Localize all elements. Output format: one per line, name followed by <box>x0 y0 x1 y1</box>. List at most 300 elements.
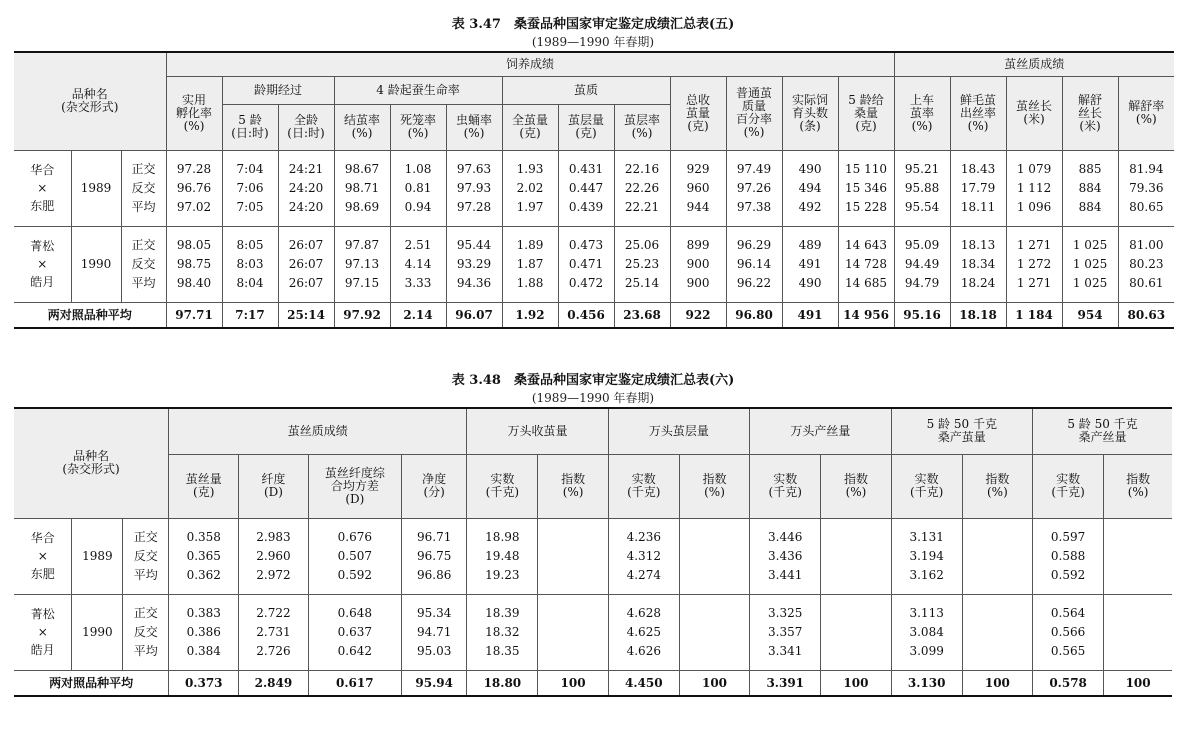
value: 7:06 <box>236 180 264 195</box>
value: 1 025 <box>1072 237 1108 252</box>
value: 2.731 <box>256 624 291 639</box>
value <box>680 566 749 585</box>
value: 98.75 <box>176 256 212 271</box>
value: 3.084 <box>909 624 944 639</box>
value <box>821 604 890 623</box>
value: 3.436 <box>768 548 803 563</box>
value: 95.88 <box>904 180 940 195</box>
value: 0.637 <box>337 624 372 639</box>
value: 18.11 <box>960 199 996 214</box>
value: 94.36 <box>456 275 492 290</box>
value <box>538 623 607 642</box>
value: 81.94 <box>1129 161 1164 176</box>
value: 490 <box>798 161 822 176</box>
value: 96.75 <box>417 548 452 563</box>
value-cell <box>1033 518 1104 594</box>
index-header: 指数 (%) <box>679 454 749 518</box>
value: 97.38 <box>736 199 772 214</box>
value: 885 <box>1078 161 1102 176</box>
instar5-header: 5 龄 (日:时) <box>222 104 278 150</box>
value: 96.76 <box>176 180 212 195</box>
normal-pct-header: 普通茧 质量 百分率 (%) <box>726 76 782 150</box>
actual-header: 实数 (千克) <box>750 454 821 518</box>
value: 18.43 <box>960 161 996 176</box>
cross-type: 平均 <box>131 275 156 290</box>
value-cell <box>1062 226 1118 302</box>
cocoon-wt-header: 全茧量 (克) <box>502 104 558 150</box>
value <box>680 642 749 661</box>
value-cell <box>891 518 962 594</box>
table-row <box>14 594 1172 670</box>
value-cell <box>278 226 334 302</box>
value: 0.642 <box>337 643 372 658</box>
value-cell <box>962 518 1032 594</box>
average-value: 97.71 <box>166 302 222 328</box>
value <box>963 623 1032 642</box>
value: 18.34 <box>960 256 996 271</box>
value-cell <box>1104 594 1172 670</box>
value: 98.71 <box>344 180 380 195</box>
value-cell <box>308 518 402 594</box>
actual-header: 实数 (千克) <box>891 454 962 518</box>
value: 944 <box>686 199 710 214</box>
value: 1 272 <box>1016 256 1052 271</box>
mulberry-silk-group-header: 5 龄 50 千克 桑产丝量 <box>1033 408 1173 454</box>
value: 1 079 <box>1016 161 1052 176</box>
value-cell <box>239 518 308 594</box>
value: 884 <box>1078 199 1102 214</box>
mulberry-cocoon-group-header: 5 龄 50 千克 桑产茧量 <box>891 408 1032 454</box>
value: 8:05 <box>236 237 264 252</box>
value: 96.22 <box>736 275 772 290</box>
value: 0.386 <box>186 624 221 639</box>
average-value: 1 184 <box>1006 302 1062 328</box>
cross-type: 正交 <box>133 605 158 620</box>
value-cell <box>402 594 467 670</box>
value-cell <box>390 226 446 302</box>
value-cell <box>1006 226 1062 302</box>
value: 490 <box>798 275 822 290</box>
value-cell <box>608 594 679 670</box>
table-3-47-section <box>14 16 1172 329</box>
value: 94.49 <box>904 256 940 271</box>
value: 80.65 <box>1129 199 1164 214</box>
value: 14 685 <box>845 275 888 290</box>
value: 0.365 <box>186 548 221 563</box>
average-value: 96.80 <box>726 302 782 328</box>
cross-type: 平均 <box>133 567 158 582</box>
value-cell <box>1006 150 1062 226</box>
value <box>538 642 607 661</box>
value: 3.194 <box>909 548 944 563</box>
value: 0.592 <box>337 567 372 582</box>
value: 3.325 <box>768 605 803 620</box>
value: 0.384 <box>186 643 221 658</box>
table-3-47 <box>14 51 1174 329</box>
value <box>1104 566 1172 585</box>
value: 3.341 <box>768 643 803 658</box>
actual-header: 实数 (千克) <box>467 454 538 518</box>
value-cell <box>308 594 402 670</box>
average-row <box>14 670 1172 696</box>
average-value: 25:14 <box>278 302 334 328</box>
value: 18.24 <box>960 275 996 290</box>
value: 0.472 <box>568 275 604 290</box>
variety-header: 品种名 (杂交形式) <box>14 52 166 150</box>
cocoon-silk-group-header: 茧丝质成绩 <box>894 52 1174 76</box>
average-value: 23.68 <box>614 302 670 328</box>
average-value: 100 <box>538 670 608 696</box>
value: 929 <box>686 161 710 176</box>
value-cell <box>950 226 1006 302</box>
value-cell <box>446 226 502 302</box>
value <box>538 604 607 623</box>
value: 4.236 <box>626 529 661 544</box>
value: 26:07 <box>288 256 324 271</box>
raw-silk-header: 鲜毛茧 出丝率 (%) <box>950 76 1006 150</box>
value: 26:07 <box>288 237 324 252</box>
value: 97.15 <box>344 275 380 290</box>
average-value: 0.456 <box>558 302 614 328</box>
total-yield-header: 总收 茧量 (克) <box>670 76 726 150</box>
value-cell <box>502 150 558 226</box>
value <box>680 623 749 642</box>
value: 8:03 <box>236 256 264 271</box>
value: 0.471 <box>568 256 604 271</box>
value-cell <box>222 150 278 226</box>
value: 18.13 <box>960 237 996 252</box>
value: 0.94 <box>404 199 432 214</box>
value: 96.71 <box>417 529 452 544</box>
value <box>1104 623 1172 642</box>
pupa-rate-header: 虫蛹率 (%) <box>446 104 502 150</box>
value: 0.588 <box>1050 548 1086 563</box>
average-row <box>14 302 1174 328</box>
value-cell <box>962 594 1032 670</box>
value: 1 025 <box>1072 256 1108 271</box>
value: 24:20 <box>288 199 324 214</box>
average-value: 491 <box>782 302 838 328</box>
value <box>538 547 607 566</box>
value-cell <box>726 150 782 226</box>
value <box>821 566 890 585</box>
value: 79.36 <box>1129 180 1164 195</box>
value: 22.16 <box>624 161 660 176</box>
value: 0.358 <box>186 529 221 544</box>
index-header: 指数 (%) <box>1104 454 1172 518</box>
value: 95.34 <box>417 605 452 620</box>
cocoon-yield-group-header: 万头收茧量 <box>467 408 608 454</box>
cross-type: 平均 <box>133 643 158 658</box>
table-subtitle: (1989—1990 年春期) <box>531 35 655 49</box>
value: 97.63 <box>456 161 492 176</box>
table-row <box>14 518 1172 594</box>
value: 19.23 <box>485 567 520 582</box>
hatch-header: 实用 孵化率 (%) <box>166 76 222 150</box>
value: 8:04 <box>236 275 264 290</box>
value: 22.21 <box>624 199 660 214</box>
value <box>538 566 607 585</box>
average-value: 3.130 <box>891 670 962 696</box>
value-cell <box>670 150 726 226</box>
value-cell <box>222 226 278 302</box>
variety-name: 华合 × 东肥 <box>14 518 72 594</box>
value <box>1104 604 1172 623</box>
value: 14 643 <box>845 237 888 252</box>
instar-group-header: 龄期经过 <box>222 76 334 104</box>
average-value: 4.450 <box>608 670 679 696</box>
value: 15 346 <box>845 180 888 195</box>
value-cell <box>169 594 239 670</box>
cross-type: 反交 <box>131 256 156 271</box>
variety-name: 菁松 × 皓月 <box>14 226 71 302</box>
value-cell <box>614 150 670 226</box>
value: 900 <box>686 275 710 290</box>
value: 1 096 <box>1016 199 1052 214</box>
value <box>821 547 890 566</box>
value-cell <box>1118 226 1174 302</box>
cross-type-cell <box>123 518 169 594</box>
value: 81.00 <box>1129 237 1164 252</box>
average-value: 1.92 <box>502 302 558 328</box>
value: 18.35 <box>485 643 520 658</box>
average-value: 0.373 <box>169 670 239 696</box>
actual-header: 实数 (千克) <box>1033 454 1104 518</box>
value: 0.648 <box>337 605 372 620</box>
size-dev-header: 茧丝纤度综 合均方差 (D) <box>308 454 402 518</box>
value: 97.28 <box>456 199 492 214</box>
average-value: 100 <box>1104 670 1172 696</box>
value-cell <box>538 518 608 594</box>
value: 0.431 <box>568 161 604 176</box>
value: 18.39 <box>485 605 520 620</box>
value: 7:04 <box>236 161 264 176</box>
value-cell <box>894 150 950 226</box>
value-cell <box>782 226 838 302</box>
value: 0.507 <box>337 548 372 563</box>
value: 97.93 <box>456 180 492 195</box>
cocoon-rate-header: 结茧率 (%) <box>334 104 390 150</box>
cross-type: 正交 <box>131 161 156 176</box>
shell-rate-header: 茧层率 (%) <box>614 104 670 150</box>
value: 2.960 <box>256 548 291 563</box>
value: 2.726 <box>256 643 291 658</box>
value: 18.32 <box>485 624 520 639</box>
value: 0.564 <box>1050 605 1086 620</box>
fil-wt-header: 茧丝量 (克) <box>169 454 239 518</box>
shell-yield-group-header: 万头茧层量 <box>608 408 749 454</box>
value-cell <box>558 150 614 226</box>
cross-type: 正交 <box>131 237 156 252</box>
value: 98.69 <box>344 199 380 214</box>
table-3-48 <box>14 407 1172 697</box>
larvae-header: 实际饲 育头数 (条) <box>782 76 838 150</box>
value <box>821 528 890 547</box>
value: 25.14 <box>624 275 660 290</box>
year-cell: 1990 <box>71 226 121 302</box>
average-value: 0.617 <box>308 670 402 696</box>
average-value: 2.849 <box>239 670 308 696</box>
value: 97.13 <box>344 256 380 271</box>
vitality-group-header: 4 龄起蚕生命率 <box>334 76 502 104</box>
value: 17.79 <box>960 180 996 195</box>
year-cell: 1990 <box>72 594 123 670</box>
value: 80.23 <box>1129 256 1164 271</box>
value: 2.983 <box>256 529 291 544</box>
value: 0.383 <box>186 605 221 620</box>
value: 0.592 <box>1050 567 1086 582</box>
year-cell: 1989 <box>71 150 121 226</box>
table-row <box>14 226 1174 302</box>
instar-all-header: 全龄 (日:时) <box>278 104 334 150</box>
value: 2.722 <box>256 605 291 620</box>
value <box>1104 528 1172 547</box>
value: 1 271 <box>1016 275 1052 290</box>
average-value: 3.391 <box>750 670 821 696</box>
value <box>680 547 749 566</box>
value: 0.473 <box>568 237 604 252</box>
cross-type: 平均 <box>131 199 156 214</box>
value: 0.676 <box>337 529 372 544</box>
value: 899 <box>686 237 710 252</box>
value: 94.79 <box>904 275 940 290</box>
value-cell <box>1118 150 1174 226</box>
average-value: 18.80 <box>467 670 538 696</box>
mulberry-header: 5 龄给 桑量 (克) <box>838 76 894 150</box>
index-header: 指数 (%) <box>538 454 608 518</box>
value: 3.446 <box>768 529 803 544</box>
shell-wt-header: 茧层量 (克) <box>558 104 614 150</box>
value: 97.87 <box>344 237 380 252</box>
index-header: 指数 (%) <box>821 454 891 518</box>
cs-group-header: 茧丝质成绩 <box>169 408 467 454</box>
value: 3.113 <box>909 605 944 620</box>
value-cell <box>670 226 726 302</box>
value: 22.26 <box>624 180 660 195</box>
reelability-header: 解舒率 (%) <box>1118 76 1174 150</box>
value: 14 728 <box>845 256 888 271</box>
value <box>538 528 607 547</box>
average-value: 18.18 <box>950 302 1006 328</box>
value: 98.67 <box>344 161 380 176</box>
value: 0.439 <box>568 199 604 214</box>
value-cell <box>750 594 821 670</box>
value <box>821 623 890 642</box>
average-value: 0.578 <box>1033 670 1104 696</box>
value-cell <box>726 226 782 302</box>
value: 25.06 <box>624 237 660 252</box>
value: 960 <box>686 180 710 195</box>
reel-rate-header: 上车 茧率 (%) <box>894 76 950 150</box>
value: 1.87 <box>516 256 544 271</box>
value-cell <box>538 594 608 670</box>
variety-name: 华合 × 东肥 <box>14 150 71 226</box>
value: 1.97 <box>516 199 544 214</box>
rearing-group-header: 饲养成绩 <box>166 52 894 76</box>
cross-type-cell <box>121 150 166 226</box>
value: 95.54 <box>904 199 940 214</box>
value-cell <box>782 150 838 226</box>
value: 98.40 <box>176 275 212 290</box>
value: 492 <box>798 199 822 214</box>
value: 4.274 <box>626 567 661 582</box>
value-cell <box>821 594 891 670</box>
table-subtitle: (1989—1990 年春期) <box>531 391 655 405</box>
value-cell <box>950 150 1006 226</box>
value: 97.26 <box>736 180 772 195</box>
value: 3.33 <box>404 275 432 290</box>
value-cell <box>166 226 222 302</box>
value: 2.972 <box>256 567 291 582</box>
value: 4.14 <box>404 256 432 271</box>
value: 2.02 <box>516 180 544 195</box>
value <box>680 528 749 547</box>
value <box>963 604 1032 623</box>
value: 4.628 <box>626 605 661 620</box>
value-cell <box>467 518 538 594</box>
value-cell <box>446 150 502 226</box>
value <box>1104 642 1172 661</box>
value: 1 025 <box>1072 275 1108 290</box>
variety-name: 菁松 × 皓月 <box>14 594 72 670</box>
variety-header: 品种名 (杂交形式) <box>14 408 169 518</box>
value: 3.441 <box>768 567 803 582</box>
value: 3.357 <box>768 624 803 639</box>
value: 98.05 <box>176 237 212 252</box>
average-value: 14 956 <box>838 302 894 328</box>
value-cell <box>558 226 614 302</box>
value: 0.597 <box>1050 529 1086 544</box>
value: 97.49 <box>736 161 772 176</box>
value-cell <box>502 226 558 302</box>
average-value: 96.07 <box>446 302 502 328</box>
value: 96.86 <box>417 567 452 582</box>
value-cell <box>402 518 467 594</box>
actual-header: 实数 (千克) <box>608 454 679 518</box>
value: 7:05 <box>236 199 264 214</box>
value: 1.93 <box>516 161 544 176</box>
value-cell <box>239 594 308 670</box>
average-value: 100 <box>821 670 891 696</box>
average-value: 100 <box>962 670 1032 696</box>
fil-len-header: 茧丝长 (米) <box>1006 76 1062 150</box>
value: 1.88 <box>516 275 544 290</box>
quality-group-header: 茧质 <box>502 76 670 104</box>
value: 4.626 <box>626 643 661 658</box>
value <box>963 566 1032 585</box>
value-cell <box>891 594 962 670</box>
value <box>963 528 1032 547</box>
value: 491 <box>798 256 822 271</box>
value <box>963 547 1032 566</box>
value <box>821 642 890 661</box>
value: 1 112 <box>1016 180 1052 195</box>
average-value: 100 <box>679 670 749 696</box>
table-title: 表 3.48 桑蚕品种国家审定鉴定成绩汇总表(六) <box>451 373 735 388</box>
value: 4.625 <box>626 624 661 639</box>
average-value: 922 <box>670 302 726 328</box>
average-value: 954 <box>1062 302 1118 328</box>
value <box>1104 547 1172 566</box>
value: 900 <box>686 256 710 271</box>
unbroken-header: 解舒 丝长 (米) <box>1062 76 1118 150</box>
value: 18.98 <box>485 529 520 544</box>
value: 1.89 <box>516 237 544 252</box>
value: 97.28 <box>176 161 212 176</box>
value: 0.566 <box>1050 624 1086 639</box>
value: 0.447 <box>568 180 604 195</box>
average-value: 80.63 <box>1118 302 1174 328</box>
